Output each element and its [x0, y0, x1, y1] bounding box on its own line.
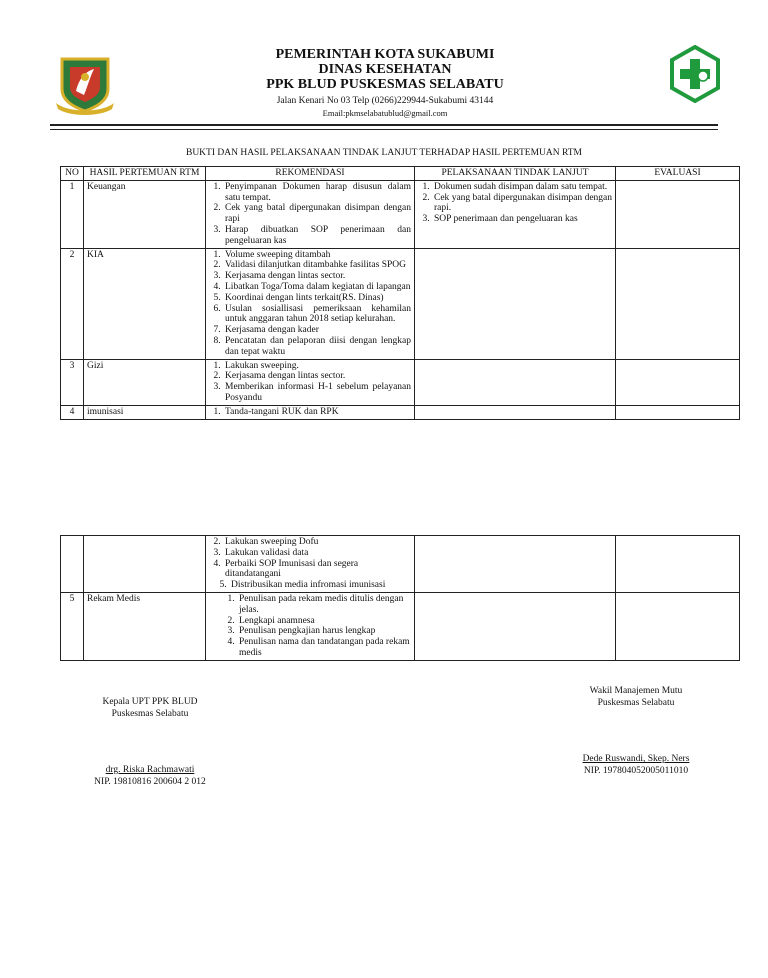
signature-left-name: drg. Riska Rachmawati [105, 765, 195, 775]
signature-right-org: Puskesmas Selabatu [597, 698, 675, 708]
signature-left-nip: NIP. 19810816 200604 2 012 [94, 777, 206, 787]
table-header-row [61, 167, 740, 181]
row-rekomendasi [206, 536, 415, 593]
column-header-hasil: HASIL PERTEMUAN RTM [84, 167, 206, 181]
row-number: 3 [61, 359, 84, 405]
header-rule-thin [50, 129, 718, 130]
list-item: 2. Validasi dilanjutkan ditambahke fasilitas SPOG [223, 260, 411, 271]
row-hasil: Keuangan [84, 180, 206, 248]
row-hasil [84, 536, 206, 593]
table-row [61, 405, 740, 419]
list-item: 1. Tanda-tangani RUK dan RPK [223, 407, 411, 418]
row-evaluasi [616, 359, 740, 405]
list-item: 3. SOP penerimaan dan pengeluaran kas [432, 214, 612, 225]
sukabumi-emblem-logo [54, 55, 116, 115]
row-number: 1 [61, 180, 84, 248]
row-rekomendasi [206, 592, 415, 660]
row-number: 4 [61, 405, 84, 419]
row-rekomendasi [206, 405, 415, 419]
row-pelaksanaan [415, 180, 616, 248]
puskesmas-logo [669, 45, 721, 103]
list-item: 3. Penulisan pengkajian harus lengkap [237, 626, 411, 637]
rtm-table [60, 166, 740, 420]
table-row [61, 180, 740, 248]
signature-right-name: Dede Ruswandi, Skep. Ners [582, 754, 690, 764]
header-rule-thick [50, 124, 718, 126]
row-hasil: Gizi [84, 359, 206, 405]
row-hasil: Rekam Medis [84, 592, 206, 660]
list-item: 3. Kerjasama dengan lintas sector. [223, 271, 411, 282]
row-hasil: imunisasi [84, 405, 206, 419]
list-item: 4. Perbaiki SOP Imunisasi dan segera ditandatangani [223, 559, 411, 581]
row-hasil: KIA [84, 248, 206, 359]
signature-left [70, 696, 230, 720]
puskesmas-cross-logo-icon [669, 45, 721, 103]
list-item: 2. Cek yang batal dipergunakan disimpan dengan rapi [223, 203, 411, 225]
row-rekomendasi [206, 248, 415, 359]
list-item: 6. Usulan sosiallisasi pemeriksaan kehamilan untuk anggaran tahun 2018 setiap kelurahan. [223, 304, 411, 326]
sukabumi-city-emblem-icon [54, 55, 116, 115]
table-row [61, 536, 740, 593]
signature-right-nip: NIP. 197804052005011010 [583, 766, 689, 776]
signature-left-role: Kepala UPT PPK BLUD [102, 697, 198, 707]
row-evaluasi [616, 592, 740, 660]
list-item: 1. Dokumen sudah disimpan dalam satu tempat. [432, 182, 612, 193]
header-address: Jalan Kenari No 03 Telp (0266)229944-Sukabumi 43144 [276, 96, 494, 106]
list-item: 7. Kerjasama dengan kader [223, 325, 411, 336]
list-item: 2. Kerjasama dengan lintas sector. [223, 371, 411, 382]
signature-left-block [70, 764, 230, 788]
row-evaluasi [616, 248, 740, 359]
signature-left-org: Puskesmas Selabatu [111, 709, 189, 719]
row-pelaksanaan [415, 536, 616, 593]
list-item: 2. Cek yang batal dipergunakan disimpan dengan rapi. [432, 193, 612, 215]
list-item: 8. Pencatatan dan pelaporan diisi dengan lengkap dan tepat waktu [223, 336, 411, 358]
header-line-3: PPK BLUD PUSKESMAS SELABATU [266, 77, 504, 92]
column-header-pelaksanaan: PELAKSANAAN TINDAK LANJUT [415, 167, 616, 181]
signature-right-role: Wakil Manajemen Mutu [589, 686, 683, 696]
header-line-1: PEMERINTAH KOTA SUKABUMI [275, 47, 495, 62]
row-rekomendasi [206, 180, 415, 248]
table-row [61, 592, 740, 660]
row-number: 2 [61, 248, 84, 359]
rtm-table-continued [60, 535, 740, 661]
row-evaluasi [616, 405, 740, 419]
list-item: 1. Volume sweeping ditambah [223, 250, 411, 261]
signature-right-block [556, 753, 716, 777]
list-item: 3. Lakukan validasi data [223, 548, 411, 559]
row-pelaksanaan [415, 359, 616, 405]
row-evaluasi [616, 536, 740, 593]
list-item: 2. Lengkapi anamnesa [237, 616, 411, 627]
list-item: 5. Distribusikan media infromasi imunisasi [229, 580, 411, 591]
signature-right [556, 685, 716, 709]
list-item: 2. Lakukan sweeping Dofu [223, 537, 411, 548]
list-item: 3. Memberikan informasi H-1 sebelum pelayanan Posyandu [223, 382, 411, 404]
row-rekomendasi [206, 359, 415, 405]
list-item: 4. Penulisan nama dan tandatangan pada rekam medis [237, 637, 411, 659]
column-header-rekomendasi: REKOMENDASI [206, 167, 415, 181]
list-item: 1. Penulisan pada rekam medis ditulis dengan jelas. [237, 594, 411, 616]
row-evaluasi [616, 180, 740, 248]
row-pelaksanaan [415, 248, 616, 359]
list-item: 3. Harap dibuatkan SOP penerimaan dan pengeluaran kas [223, 225, 411, 247]
list-item: 4. Libatkan Toga/Toma dalam kegiatan di lapangan [223, 282, 411, 293]
table-row [61, 248, 740, 359]
list-item: 1. Lakukan sweeping. [223, 361, 411, 372]
header-email: Email:pkmselabatublud@gmail.com [322, 108, 448, 118]
document-title: BUKTI DAN HASIL PELAKSANAAN TINDAK LANJUT TERHADAP HASIL PERTEMUAN RTM [185, 148, 582, 158]
row-pelaksanaan [415, 592, 616, 660]
table-row [61, 359, 740, 405]
letterhead [180, 47, 590, 119]
list-item: 5. Koordinai dengan lints terkait(RS. Dinas) [223, 293, 411, 304]
header-line-2: DINAS KESEHATAN [318, 62, 452, 77]
list-item: 1. Penyimpanan Dokumen harap disusun dalam satu tempat. [223, 182, 411, 204]
row-number [61, 536, 84, 593]
column-header-evaluasi: EVALUASI [616, 167, 740, 181]
row-pelaksanaan [415, 405, 616, 419]
row-number: 5 [61, 592, 84, 660]
column-header-no: NO [61, 167, 84, 181]
